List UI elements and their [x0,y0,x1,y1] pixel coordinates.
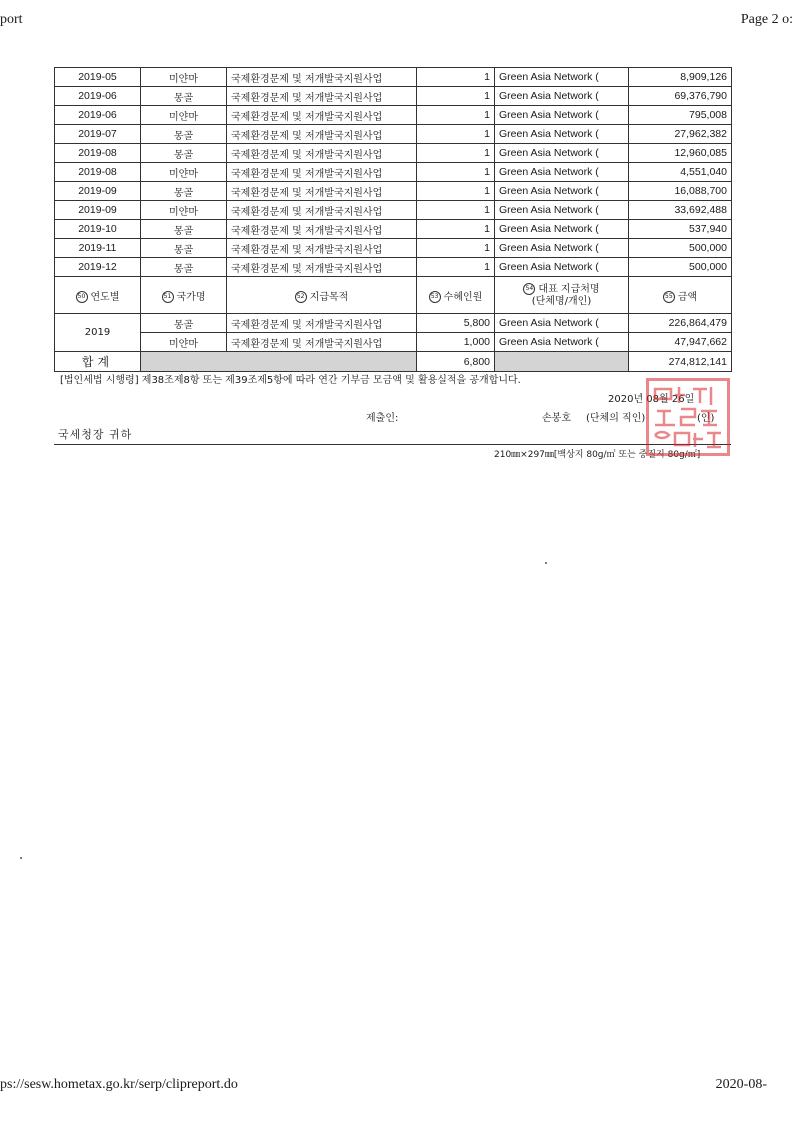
detail-purpose: 국제환경문제 및 저개발국지원사업 [227,182,417,201]
detail-recipients: 1 [417,144,495,163]
detail-recipients: 1 [417,106,495,125]
detail-country: 몽골 [141,258,227,277]
detail-row [55,106,732,125]
detail-period: 2019-06 [55,106,141,125]
detail-amount: 16,088,700 [629,182,732,201]
submitter-label: 제출인: [366,413,399,424]
detail-country: 몽골 [141,125,227,144]
summary-country: 미얀마 [141,333,227,352]
legal-notice: [법인세법 시행령] 제38조제8항 또는 제39조제5항에 따라 연간 기부금 모금액 및 활용실적을 공개합니다. [60,375,521,386]
recipient-line: 국세청장 귀하 [58,428,133,441]
summary-year: 2019 [55,314,141,352]
detail-amount: 795,008 [629,106,732,125]
detail-recipients: 1 [417,163,495,182]
summary-row [55,333,732,352]
submitter-name: 손봉호 [542,413,571,424]
summary-amount: 226,864,479 [629,314,732,333]
detail-amount: 500,000 [629,258,732,277]
summary-amount: 47,947,662 [629,333,732,352]
detail-recipients: 1 [417,68,495,87]
header-recipients: 53 수혜인원 [417,277,495,314]
detail-purpose: 국제환경문제 및 저개발국지원사업 [227,239,417,258]
print-header-left: port [0,12,23,27]
print-footer-date: 2020-08- [715,1077,767,1092]
detail-row [55,144,732,163]
summary-purpose: 국제환경문제 및 저개발국지원사업 [227,333,417,352]
print-footer-url: ps://sesw.hometax.go.kr/serp/clipreport.do [0,1077,238,1092]
detail-payee: Green Asia Network ( [495,258,629,277]
summary-country: 몽골 [141,314,227,333]
detail-recipients: 1 [417,201,495,220]
detail-purpose: 국제환경문제 및 저개발국지원사업 [227,144,417,163]
detail-row [55,125,732,144]
submission-date: 2020년 08월 26일 [608,394,695,405]
detail-payee: Green Asia Network ( [495,182,629,201]
detail-amount: 537,940 [629,220,732,239]
detail-purpose: 국제환경문제 및 저개발국지원사업 [227,163,417,182]
detail-amount: 27,962,382 [629,125,732,144]
detail-row [55,87,732,106]
detail-purpose: 국제환경문제 및 저개발국지원사업 [227,87,417,106]
organization-seal-stamp [646,378,730,456]
donation-usage-table [54,67,732,372]
detail-payee: Green Asia Network ( [495,87,629,106]
detail-row [55,239,732,258]
detail-period: 2019-09 [55,182,141,201]
total-label: 합계 [55,352,141,372]
detail-amount: 12,960,085 [629,144,732,163]
submitter-role: (단체의 직인) [586,413,646,424]
detail-period: 2019-07 [55,125,141,144]
detail-payee: Green Asia Network ( [495,106,629,125]
detail-amount: 500,000 [629,239,732,258]
detail-country: 몽골 [141,239,227,258]
summary-purpose: 국제환경문제 및 저개발국지원사업 [227,314,417,333]
detail-period: 2019-12 [55,258,141,277]
print-header-page-number: Page 2 o: [740,12,793,27]
total-shaded-cell [495,352,629,372]
detail-country: 미얀마 [141,106,227,125]
detail-period: 2019-11 [55,239,141,258]
detail-payee: Green Asia Network ( [495,163,629,182]
detail-row [55,220,732,239]
detail-payee: Green Asia Network ( [495,68,629,87]
detail-rows [55,68,732,277]
detail-purpose: 국제환경문제 및 저개발국지원사업 [227,258,417,277]
detail-payee: Green Asia Network ( [495,144,629,163]
header-country: 51 국가명 [141,277,227,314]
detail-recipients: 1 [417,220,495,239]
detail-recipients: 1 [417,87,495,106]
summary-row [55,314,732,333]
detail-country: 몽골 [141,182,227,201]
detail-recipients: 1 [417,125,495,144]
paper-spec: 210㎜×297㎜[백상지 80g/㎡ 또는 중질지 80g/㎡] [494,450,701,460]
detail-period: 2019-06 [55,87,141,106]
detail-period: 2019-09 [55,201,141,220]
header-year: 50 연도별 [55,277,141,314]
detail-row [55,163,732,182]
scan-speck [20,857,22,859]
total-amount: 274,812,141 [629,352,732,372]
detail-payee: Green Asia Network ( [495,220,629,239]
divider-line [54,444,731,445]
total-shaded-cell [141,352,417,372]
summary-recipients: 1,000 [417,333,495,352]
detail-recipients: 1 [417,182,495,201]
detail-purpose: 국제환경문제 및 저개발국지원사업 [227,220,417,239]
detail-country: 몽골 [141,87,227,106]
detail-payee: Green Asia Network ( [495,239,629,258]
header-amount: 55 금액 [629,277,732,314]
scan-speck [545,562,547,564]
total-row [55,352,732,372]
detail-purpose: 국제환경문제 및 저개발국지원사업 [227,125,417,144]
detail-country: 미얀마 [141,68,227,87]
detail-period: 2019-08 [55,144,141,163]
summary-section [55,277,732,372]
summary-header-row [55,277,732,314]
detail-purpose: 국제환경문제 및 저개발국지원사업 [227,106,417,125]
detail-country: 몽골 [141,144,227,163]
detail-purpose: 국제환경문제 및 저개발국지원사업 [227,68,417,87]
summary-recipients: 5,800 [417,314,495,333]
detail-purpose: 국제환경문제 및 저개발국지원사업 [227,201,417,220]
detail-country: 미얀마 [141,163,227,182]
detail-amount: 8,909,126 [629,68,732,87]
summary-payee: Green Asia Network ( [495,333,629,352]
seal-mark: (인) [697,413,715,424]
detail-recipients: 1 [417,258,495,277]
detail-row [55,258,732,277]
header-payee: 54 대표 지급처명 (단체명/개인) [495,277,629,314]
detail-payee: Green Asia Network ( [495,201,629,220]
detail-row [55,201,732,220]
detail-amount: 69,376,790 [629,87,732,106]
detail-payee: Green Asia Network ( [495,125,629,144]
detail-row [55,182,732,201]
detail-amount: 33,692,488 [629,201,732,220]
detail-period: 2019-10 [55,220,141,239]
detail-period: 2019-05 [55,68,141,87]
detail-period: 2019-08 [55,163,141,182]
seal-glyph-pattern [649,381,727,453]
summary-payee: Green Asia Network ( [495,314,629,333]
header-purpose: 52 지급목적 [227,277,417,314]
detail-row [55,68,732,87]
detail-country: 미얀마 [141,201,227,220]
detail-amount: 4,551,040 [629,163,732,182]
detail-country: 몽골 [141,220,227,239]
detail-recipients: 1 [417,239,495,258]
total-recipients: 6,800 [417,352,495,372]
